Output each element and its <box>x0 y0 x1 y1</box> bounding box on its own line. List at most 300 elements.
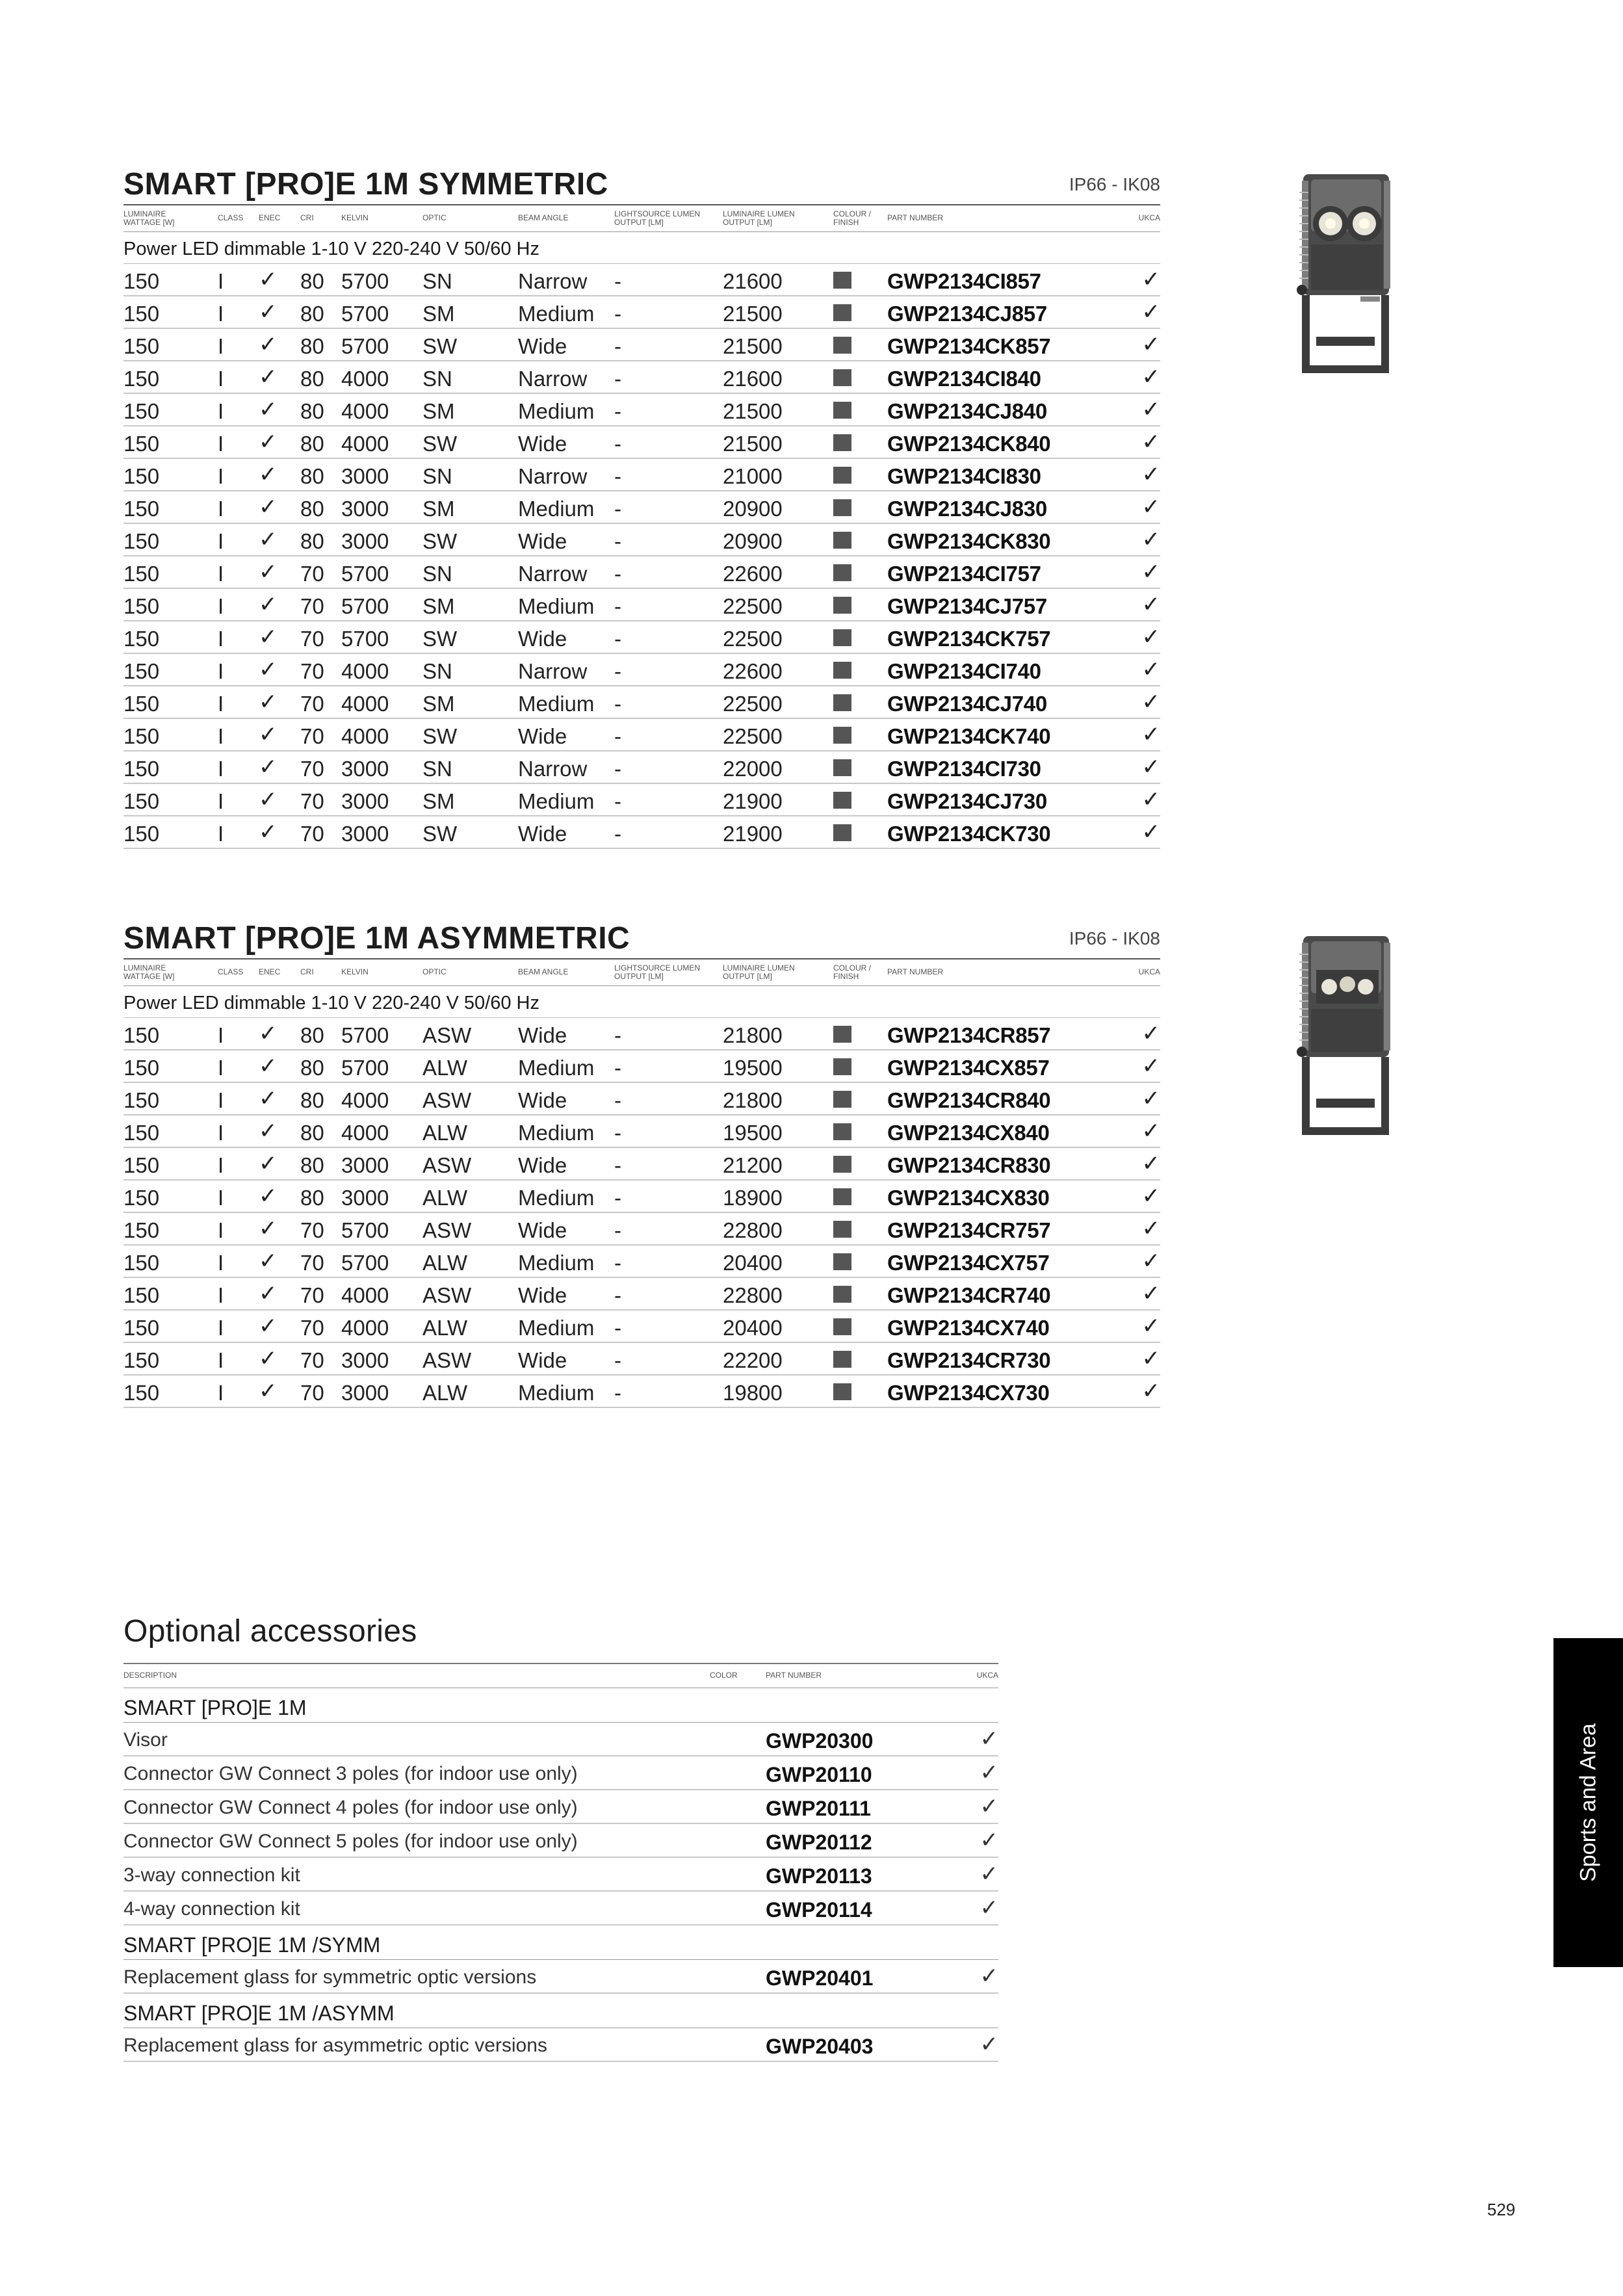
cell-lum-lumen: 22200 <box>723 1348 783 1372</box>
cell-ls-lumen: - <box>614 529 621 553</box>
cell-cri: 70 <box>300 1251 324 1275</box>
cell-kelvin: 3000 <box>341 1381 389 1405</box>
cell-lum-lumen: 21900 <box>723 789 783 813</box>
cell-beam: Medium <box>518 1316 595 1340</box>
table-row <box>123 361 1160 394</box>
cell-optic: ASW <box>422 1283 472 1307</box>
table-row <box>123 264 1160 296</box>
section-title: SMART [PRO]E 1M ASYMMETRIC <box>123 921 630 956</box>
colour-swatch <box>833 759 851 776</box>
cell-wattage: 150 <box>123 1121 160 1145</box>
cell-kelvin: 5700 <box>341 269 389 293</box>
cell-ls-lumen: - <box>614 1056 621 1080</box>
col-cri: CRI <box>300 213 314 222</box>
cell-beam: Wide <box>518 627 567 651</box>
cell-class: I <box>218 464 224 488</box>
ukca-check-icon: ✓ <box>1141 332 1160 357</box>
cell-part-number: GWP2134CJ757 <box>887 594 1047 618</box>
cell-kelvin: 4000 <box>341 1088 389 1112</box>
cell-part-number: GWP2134CJ840 <box>887 399 1047 423</box>
col-part: PART NUMBER <box>887 967 944 976</box>
cell-optic: ALW <box>422 1316 468 1340</box>
cell-cri: 80 <box>300 1153 324 1177</box>
cell-lum-lumen: 21800 <box>723 1023 783 1047</box>
cell-ls-lumen: - <box>614 269 621 293</box>
cell-beam: Wide <box>518 1218 567 1242</box>
cell-optic: ASW <box>422 1348 472 1372</box>
cell-cri: 80 <box>300 432 324 456</box>
cell-optic: SM <box>422 692 455 716</box>
cell-cri: 80 <box>300 1121 324 1145</box>
cell-cri: 80 <box>300 497 324 521</box>
ip-rating: IP66 - IK08 <box>1069 174 1160 194</box>
cell-optic: ALW <box>422 1186 468 1210</box>
cell-part-number: GWP2134CK740 <box>887 724 1051 748</box>
table-row <box>123 459 1160 491</box>
cell-ls-lumen: - <box>614 627 621 651</box>
cell-cri: 70 <box>300 724 324 748</box>
cell-class: I <box>218 1153 224 1177</box>
accessory-part-number: GWP20113 <box>766 1864 872 1888</box>
cell-kelvin: 4000 <box>341 724 389 748</box>
col-optic: OPTIC <box>422 213 447 222</box>
cell-part-number: GWP2134CI740 <box>887 659 1041 683</box>
col-cri: CRI <box>300 967 314 976</box>
colour-swatch <box>833 727 851 744</box>
cell-beam: Medium <box>518 1381 595 1405</box>
ukca-check-icon: ✓ <box>1141 1379 1160 1403</box>
cell-optic: SW <box>422 334 458 358</box>
cell-cri: 70 <box>300 789 324 813</box>
accessory-description: 4-way connection kit <box>123 1898 300 1920</box>
table-row <box>123 1278 1160 1311</box>
cell-beam: Wide <box>518 1153 567 1177</box>
col-colour: COLOUR / FINISH <box>833 209 872 227</box>
ukca-check-icon: ✓ <box>1141 365 1160 389</box>
cell-ls-lumen: - <box>614 1023 621 1047</box>
group-title: Power LED dimmable 1-10 V 220-240 V 50/60 Hz <box>123 986 1160 1018</box>
ukca-check-icon: ✓ <box>1141 625 1160 649</box>
cell-wattage: 150 <box>123 334 160 358</box>
cell-beam: Wide <box>518 1088 567 1112</box>
table-row <box>123 816 1160 849</box>
cell-wattage: 150 <box>123 302 160 326</box>
accessory-row <box>123 1723 998 1756</box>
asymmetric-luminaire-image <box>1297 936 1394 1141</box>
cell-kelvin: 4000 <box>341 399 389 423</box>
cell-class: I <box>218 302 224 326</box>
cell-beam: Wide <box>518 334 567 358</box>
cell-beam: Narrow <box>518 659 588 683</box>
cell-class: I <box>218 1056 224 1080</box>
cell-ls-lumen: - <box>614 1283 621 1307</box>
colour-swatch <box>833 304 851 321</box>
col-beam: BEAM ANGLE <box>518 213 569 222</box>
table-row <box>123 751 1160 784</box>
cell-cri: 80 <box>300 1023 324 1047</box>
cell-ls-lumen: - <box>614 497 621 521</box>
cell-class: I <box>218 627 224 651</box>
accessory-row <box>123 1858 998 1892</box>
cell-beam: Medium <box>518 1121 595 1145</box>
ukca-check-icon: ✓ <box>1141 755 1160 779</box>
cell-class: I <box>218 822 224 846</box>
cell-optic: SW <box>422 627 458 651</box>
cell-class: I <box>218 724 224 748</box>
cell-ls-lumen: - <box>614 822 621 846</box>
asymmetric-section <box>123 919 1160 1408</box>
ukca-check-icon: ✓ <box>1141 1086 1160 1111</box>
accessories-section <box>123 1612 998 2062</box>
colour-swatch <box>833 1318 851 1335</box>
table-row <box>123 1311 1160 1343</box>
cell-lum-lumen: 22500 <box>723 692 783 716</box>
cell-class: I <box>218 367 224 391</box>
accessory-row <box>123 1824 998 1858</box>
colour-swatch <box>833 824 851 841</box>
accessory-row <box>123 2028 998 2062</box>
side-tab-label: Sports and Area <box>1576 1723 1600 1882</box>
cell-ls-lumen: - <box>614 1218 621 1242</box>
cell-ls-lumen: - <box>614 334 621 358</box>
cell-beam: Narrow <box>518 464 588 488</box>
cell-kelvin: 4000 <box>341 692 389 716</box>
cell-part-number: GWP2134CJ857 <box>887 302 1047 326</box>
cell-optic: SM <box>422 789 455 813</box>
cell-kelvin: 5700 <box>341 627 389 651</box>
ukca-check-icon: ✓ <box>1141 1119 1160 1143</box>
cell-kelvin: 5700 <box>341 1218 389 1242</box>
cell-wattage: 150 <box>123 269 160 293</box>
cell-class: I <box>218 529 224 553</box>
cell-beam: Wide <box>518 724 567 748</box>
cell-wattage: 150 <box>123 1348 160 1372</box>
cell-optic: SN <box>422 464 452 488</box>
cell-beam: Narrow <box>518 757 588 781</box>
cell-wattage: 150 <box>123 1316 160 1340</box>
ukca-check-icon: ✓ <box>980 1964 998 1989</box>
table-row <box>123 686 1160 719</box>
cell-cri: 70 <box>300 757 324 781</box>
cell-ls-lumen: - <box>614 659 621 683</box>
ukca-check-icon: ✓ <box>1141 1314 1160 1338</box>
cell-cri: 80 <box>300 1088 324 1112</box>
cell-lum-lumen: 21200 <box>723 1153 783 1177</box>
colour-swatch <box>833 1383 851 1400</box>
cell-kelvin: 4000 <box>341 367 389 391</box>
col-ukca: UKCA <box>1138 967 1160 976</box>
table-row <box>123 1181 1160 1213</box>
cell-kelvin: 3000 <box>341 1153 389 1177</box>
section-title: SMART [PRO]E 1M SYMMETRIC <box>123 167 608 202</box>
ukca-check-icon: ✓ <box>980 1760 998 1785</box>
ukca-check-icon: ✓ <box>1141 560 1160 584</box>
cell-wattage: 150 <box>123 367 160 391</box>
ukca-check-icon: ✓ <box>1141 1151 1160 1176</box>
cell-kelvin: 5700 <box>341 1023 389 1047</box>
enec-check-icon: ✓ <box>259 755 278 779</box>
cell-part-number: GWP2134CJ730 <box>887 789 1047 813</box>
cell-kelvin: 3000 <box>341 1348 389 1372</box>
cell-kelvin: 5700 <box>341 594 389 618</box>
enec-check-icon: ✓ <box>259 820 278 844</box>
cell-cri: 80 <box>300 529 324 553</box>
cell-cri: 80 <box>300 1056 324 1080</box>
enec-check-icon: ✓ <box>259 787 278 812</box>
cell-lum-lumen: 19500 <box>723 1056 783 1080</box>
colour-swatch <box>833 532 851 549</box>
ukca-check-icon: ✓ <box>1141 430 1160 454</box>
cell-lum-lumen: 20900 <box>723 529 783 553</box>
cell-part-number: GWP2134CJ740 <box>887 692 1047 716</box>
accessory-description: Connector GW Connect 4 poles (for indoor use only) <box>123 1797 578 1818</box>
col-optic: OPTIC <box>422 967 447 976</box>
cell-class: I <box>218 1348 224 1372</box>
accessory-row <box>123 1892 998 1925</box>
accessory-part-number: GWP20300 <box>766 1729 874 1753</box>
cell-lum-lumen: 22000 <box>723 757 783 781</box>
cell-lum-lumen: 21500 <box>723 432 783 456</box>
cell-wattage: 150 <box>123 692 160 716</box>
cell-cri: 70 <box>300 627 324 651</box>
cell-optic: SM <box>422 399 455 423</box>
cell-beam: Narrow <box>518 367 588 391</box>
ukca-check-icon: ✓ <box>1141 1054 1160 1078</box>
cell-part-number: GWP2134CI840 <box>887 367 1041 391</box>
cell-part-number: GWP2134CK830 <box>887 529 1051 553</box>
colour-swatch <box>833 792 851 809</box>
page-number: 529 <box>1487 2200 1516 2219</box>
cell-cri: 70 <box>300 594 324 618</box>
cell-optic: SW <box>422 432 458 456</box>
cell-kelvin: 3000 <box>341 497 389 521</box>
enec-check-icon: ✓ <box>259 527 278 552</box>
colour-swatch <box>833 467 851 484</box>
cell-cri: 80 <box>300 399 324 423</box>
accessories-header <box>123 1663 998 1688</box>
accessories-body <box>123 1688 998 2062</box>
accessories-title: Optional accessories <box>123 1614 417 1649</box>
cell-optic: SN <box>422 367 452 391</box>
cell-ls-lumen: - <box>614 1381 621 1405</box>
cell-cri: 80 <box>300 367 324 391</box>
col-lum-lumen: LUMINAIRE LUMEN OUTPUT [LM] <box>723 963 795 981</box>
col-enec: ENEC <box>259 967 281 976</box>
cell-kelvin: 3000 <box>341 789 389 813</box>
accessory-description: Replacement glass for symmetric optic versions <box>123 1966 537 1988</box>
cell-ls-lumen: - <box>614 1186 621 1210</box>
cell-part-number: GWP2134CX730 <box>887 1381 1050 1405</box>
cell-ls-lumen: - <box>614 367 621 391</box>
cell-ls-lumen: - <box>614 1348 621 1372</box>
cell-lum-lumen: 22800 <box>723 1283 783 1307</box>
col-lum-lumen: LUMINAIRE LUMEN OUTPUT [LM] <box>723 209 795 227</box>
cell-wattage: 150 <box>123 659 160 683</box>
enec-check-icon: ✓ <box>259 365 278 389</box>
accessory-description: Connector GW Connect 3 poles (for indoor use only) <box>123 1763 578 1784</box>
cell-lum-lumen: 22600 <box>723 562 783 586</box>
cell-beam: Wide <box>518 1023 567 1047</box>
cell-class: I <box>218 399 224 423</box>
table-row <box>123 1213 1160 1246</box>
cell-class: I <box>218 1023 224 1047</box>
table-row <box>123 491 1160 524</box>
ukca-check-icon: ✓ <box>1141 592 1160 617</box>
cell-part-number: GWP2134CX757 <box>887 1251 1050 1275</box>
cell-ls-lumen: - <box>614 562 621 586</box>
cell-lum-lumen: 19800 <box>723 1381 783 1405</box>
cell-beam: Medium <box>518 302 595 326</box>
cell-cri: 80 <box>300 1186 324 1210</box>
ukca-check-icon: ✓ <box>1141 1281 1160 1306</box>
ukca-check-icon: ✓ <box>1141 300 1160 324</box>
cell-lum-lumen: 22500 <box>723 724 783 748</box>
cell-kelvin: 5700 <box>341 562 389 586</box>
cell-class: I <box>218 1283 224 1307</box>
cell-part-number: GWP2134CX740 <box>887 1316 1050 1340</box>
table-row <box>123 654 1160 686</box>
cell-class: I <box>218 692 224 716</box>
cell-kelvin: 3000 <box>341 757 389 781</box>
cell-class: I <box>218 432 224 456</box>
colour-swatch <box>833 629 851 646</box>
table-row <box>123 784 1160 816</box>
cell-lum-lumen: 20900 <box>723 497 783 521</box>
enec-check-icon: ✓ <box>259 690 278 714</box>
cell-beam: Narrow <box>518 562 588 586</box>
cell-wattage: 150 <box>123 789 160 813</box>
enec-check-icon: ✓ <box>259 1281 278 1306</box>
ukca-check-icon: ✓ <box>980 2032 998 2057</box>
cell-class: I <box>218 1088 224 1112</box>
cell-wattage: 150 <box>123 1251 160 1275</box>
cell-wattage: 150 <box>123 399 160 423</box>
enec-check-icon: ✓ <box>259 1021 278 1046</box>
ukca-check-icon: ✓ <box>1141 495 1160 519</box>
accessory-part-number: GWP20110 <box>766 1763 872 1786</box>
table-row <box>123 1083 1160 1115</box>
cell-wattage: 150 <box>123 464 160 488</box>
cell-part-number: GWP2134CK857 <box>887 334 1051 358</box>
table-row <box>123 1246 1160 1278</box>
cell-part-number: GWP2134CX840 <box>887 1121 1050 1145</box>
cell-wattage: 150 <box>123 432 160 456</box>
cell-lum-lumen: 22800 <box>723 1218 783 1242</box>
cell-wattage: 150 <box>123 757 160 781</box>
cell-wattage: 150 <box>123 1088 160 1112</box>
col-wattage: LUMINAIRE WATTAGE [W] <box>123 963 175 981</box>
ukca-check-icon: ✓ <box>1141 462 1160 487</box>
cell-ls-lumen: - <box>614 789 621 813</box>
ukca-check-icon: ✓ <box>1141 787 1160 812</box>
table-row <box>123 329 1160 361</box>
cell-part-number: GWP2134CI830 <box>887 464 1041 488</box>
colour-swatch <box>833 662 851 679</box>
cell-cri: 70 <box>300 1348 324 1372</box>
colour-swatch <box>833 1156 851 1173</box>
cell-part-number: GWP2134CX857 <box>887 1056 1050 1080</box>
col-description: DESCRIPTION <box>123 1671 177 1680</box>
cell-beam: Medium <box>518 789 595 813</box>
cell-optic: SN <box>422 562 452 586</box>
ukca-check-icon: ✓ <box>980 1828 998 1853</box>
cell-wattage: 150 <box>123 1023 160 1047</box>
cell-class: I <box>218 1251 224 1275</box>
col-wattage: LUMINAIRE WATTAGE [W] <box>123 209 175 227</box>
table-row <box>123 1115 1160 1148</box>
col-colour: COLOUR / FINISH <box>833 963 872 981</box>
cell-part-number: GWP2134CR857 <box>887 1023 1051 1047</box>
colour-swatch <box>833 337 851 354</box>
col-enec: ENEC <box>259 213 281 222</box>
cell-lum-lumen: 21500 <box>723 302 783 326</box>
cell-class: I <box>218 1186 224 1210</box>
cell-optic: SM <box>422 594 455 618</box>
table-row <box>123 394 1160 426</box>
cell-optic: ASW <box>422 1088 472 1112</box>
cell-part-number: GWP2134CI757 <box>887 562 1041 586</box>
cell-beam: Medium <box>518 594 595 618</box>
ukca-check-icon: ✓ <box>1141 1346 1160 1371</box>
cell-lum-lumen: 20400 <box>723 1316 783 1340</box>
ukca-check-icon: ✓ <box>1141 527 1160 552</box>
cell-part-number: GWP2134CI857 <box>887 269 1041 293</box>
cell-beam: Medium <box>518 692 595 716</box>
cell-wattage: 150 <box>123 529 160 553</box>
cell-kelvin: 5700 <box>341 1251 389 1275</box>
cell-cri: 70 <box>300 659 324 683</box>
cell-optic: SW <box>422 724 458 748</box>
cell-wattage: 150 <box>123 822 160 846</box>
cell-part-number: GWP2134CJ830 <box>887 497 1047 521</box>
col-ukca: UKCA <box>1138 213 1160 222</box>
colour-swatch <box>833 1026 851 1043</box>
colour-swatch <box>833 1221 851 1238</box>
cell-optic: ALW <box>422 1056 468 1080</box>
cell-ls-lumen: - <box>614 1251 621 1275</box>
accessory-description: Connector GW Connect 5 poles (for indoor use only) <box>123 1831 578 1852</box>
cell-optic: ALW <box>422 1121 468 1145</box>
accessory-part-number: GWP20401 <box>766 1966 874 1990</box>
cell-beam: Medium <box>518 1056 595 1080</box>
symmetric-section <box>123 165 1160 849</box>
cell-beam: Medium <box>518 1186 595 1210</box>
cell-lum-lumen: 20400 <box>723 1251 783 1275</box>
enec-check-icon: ✓ <box>259 1249 278 1273</box>
cell-ls-lumen: - <box>614 302 621 326</box>
cell-part-number: GWP2134CX830 <box>887 1186 1050 1210</box>
enec-check-icon: ✓ <box>259 300 278 324</box>
table-body <box>123 264 1160 849</box>
enec-check-icon: ✓ <box>259 1216 278 1241</box>
cell-kelvin: 5700 <box>341 302 389 326</box>
enec-check-icon: ✓ <box>259 1314 278 1338</box>
cell-ls-lumen: - <box>614 1153 621 1177</box>
accessory-description: Visor <box>123 1729 168 1751</box>
cell-lum-lumen: 21500 <box>723 334 783 358</box>
table-header <box>123 204 1160 232</box>
table-row <box>123 719 1160 751</box>
accessory-group-title: SMART [PRO]E 1M /SYMM <box>123 1925 998 1960</box>
cell-lum-lumen: 21900 <box>723 822 783 846</box>
cell-ls-lumen: - <box>614 464 621 488</box>
accessory-part-number: GWP20114 <box>766 1898 872 1922</box>
cell-class: I <box>218 1121 224 1145</box>
enec-check-icon: ✓ <box>259 1151 278 1176</box>
cell-kelvin: 5700 <box>341 334 389 358</box>
col-class: CLASS <box>218 213 244 222</box>
cell-kelvin: 3000 <box>341 1186 389 1210</box>
